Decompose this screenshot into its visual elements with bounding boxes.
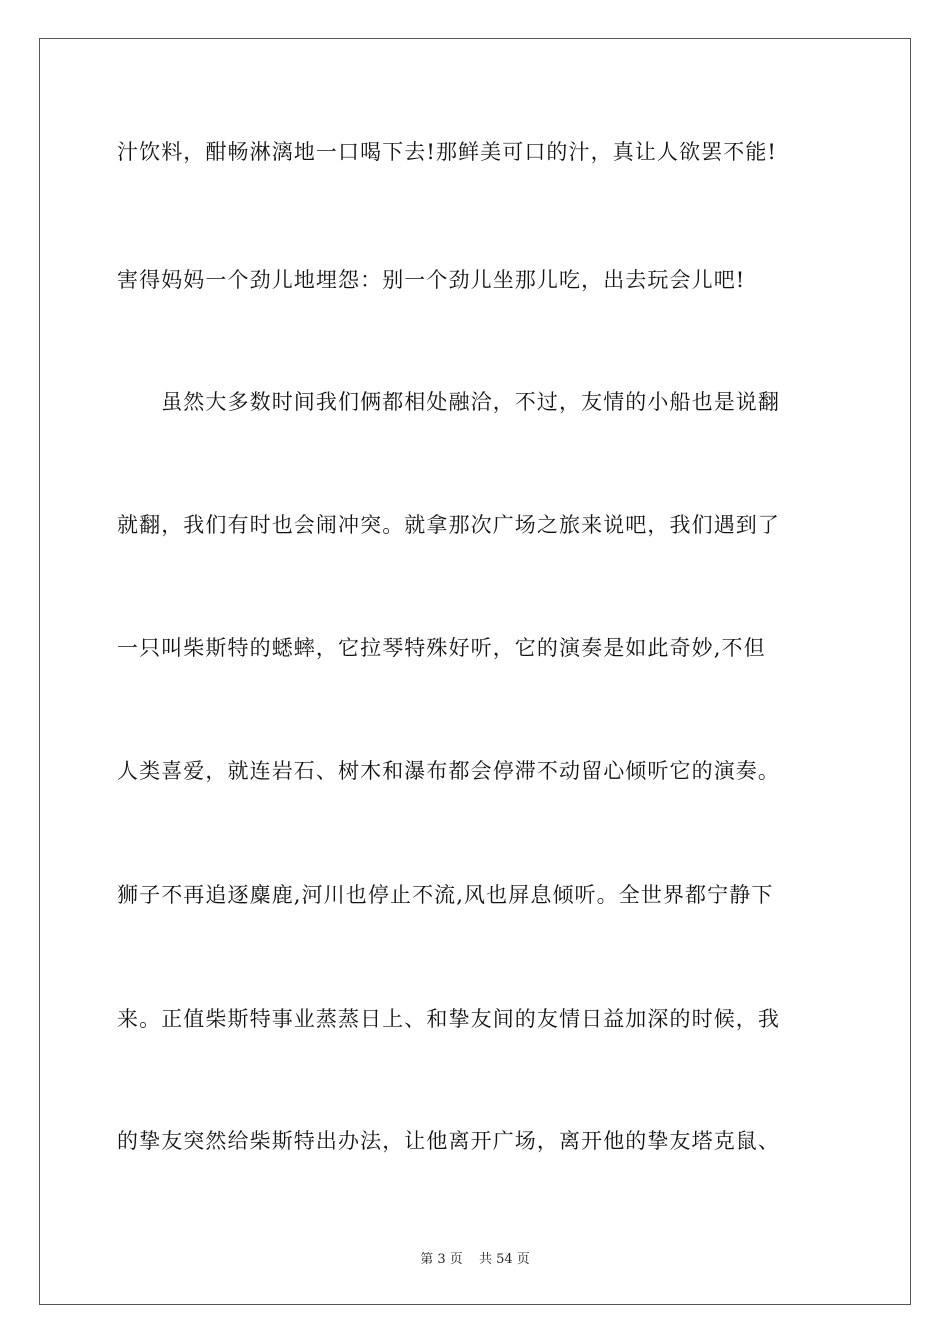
page-border	[39, 38, 911, 1305]
text-line-9: 的挚友突然给柴斯特出办法，让他离开广场，离开他的挚友塔克鼠、	[117, 1129, 780, 1153]
text-line-6: 人类喜爱，就连岩石、树木和瀑布都会停滞不动留心倾听它的演奏。	[117, 759, 780, 783]
text-line-5: 一只叫柴斯特的蟋蟀，它拉琴特殊好听，它的演奏是如此奇妙,不但	[117, 636, 766, 660]
page-total: 共 54 页	[478, 1252, 530, 1267]
text-line-4: 就翻，我们有时也会闹冲突。就拿那次广场之旅来说吧，我们遇到了	[117, 513, 780, 537]
page-number: 第 3 页	[420, 1252, 463, 1267]
page-footer	[0, 1248, 950, 1267]
text-line-3: 虽然大多数时间我们俩都相处融洽，不过，友情的小船也是说翻	[117, 390, 780, 414]
text-line-2: 害得妈妈一个劲儿地埋怨：别一个劲儿坐那儿吃，出去玩会儿吧!	[117, 268, 746, 292]
text-line-1: 汁饮料，酣畅淋漓地一口喝下去!那鲜美可口的汁，真让人欲罢不能!	[117, 140, 777, 164]
text-line-7: 狮子不再追逐麋鹿,河川也停止不流,风也屏息倾听。全世界都宁静下	[117, 883, 774, 907]
text-line-8: 来。正值柴斯特事业蒸蒸日上、和挚友间的友情日益加深的时候，我	[117, 1007, 780, 1031]
